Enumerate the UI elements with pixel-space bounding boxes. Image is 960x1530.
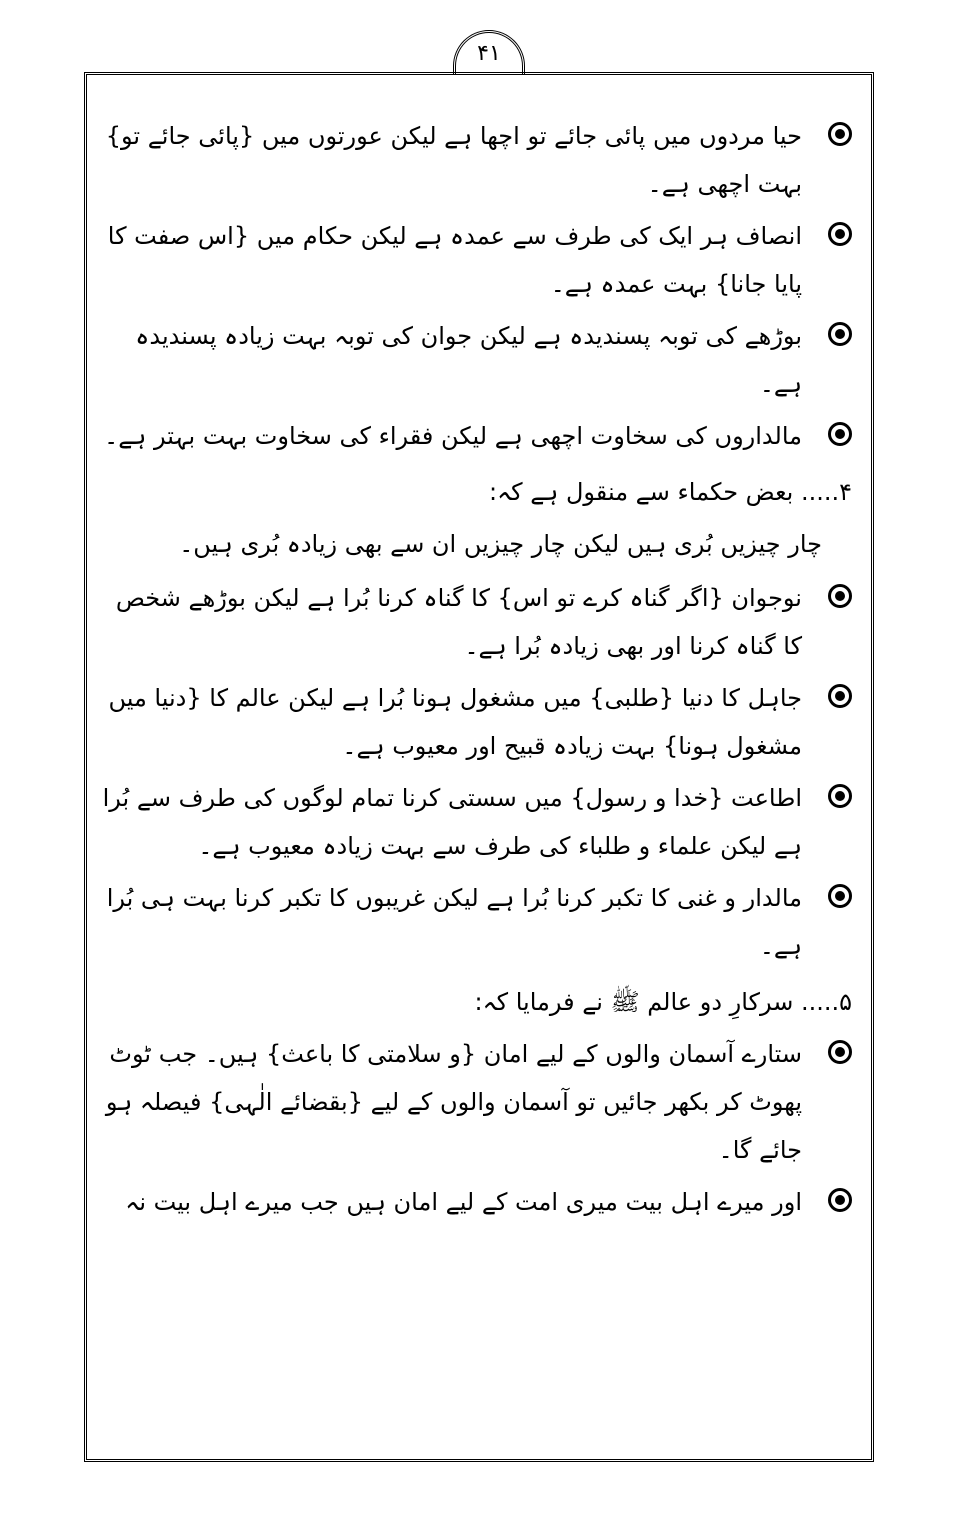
page-body (100, 112, 860, 1230)
bullet-icon (828, 1188, 852, 1212)
list-item-text: مالدار و غنی کا تکبر کرنا بُرا ہے لیکن غریبوں کا تکبر کرنا بہت ہی بُرا ہے۔ (106, 884, 802, 960)
list-item (100, 774, 860, 870)
page-number: ۴۱ (477, 41, 501, 66)
section-heading-5: ۵..... سرکارِ دو عالم ﷺ نے فرمایا کہ: (474, 988, 852, 1016)
section-intro-4: چار چیزیں بُری ہیں لیکن چار چیزیں ان سے بھی زیادہ بُری ہیں۔ (179, 530, 822, 558)
bullet-icon (828, 884, 852, 908)
section-heading-4: ۴..... بعض حکماء سے منقول ہے کہ: (489, 478, 852, 506)
list-item-text: مالداروں کی سخاوت اچھی ہے لیکن فقراء کی سخاوت بہت بہتر ہے۔ (104, 422, 802, 450)
list-item (100, 112, 860, 208)
bullet-icon (828, 122, 852, 146)
page-number-badge (453, 30, 525, 74)
list-item-text: اور میرے اہل بیت میری امت کے لیے امان ہیں جب میرے اہل بیت نہ (125, 1188, 802, 1216)
list-item (100, 1178, 860, 1226)
list-item-text: حیا مردوں میں پائی جائے تو اچھا ہے لیکن عورتوں میں {پائی جائے تو} بہت اچھی ہے۔ (105, 122, 802, 198)
list-item (100, 412, 860, 460)
list-item (100, 674, 860, 770)
bullet-icon (828, 684, 852, 708)
bullet-icon (828, 584, 852, 608)
list-item (100, 574, 860, 670)
list-item (100, 312, 860, 408)
list-item-text: جاہل کا دنیا {طلبی} میں مشغول ہونا بُرا ہے لیکن عالم کا {دنیا میں مشغول ہونا} بہت زیادہ قبیح اور معیوب ہے۔ (108, 684, 802, 760)
bullet-icon (828, 422, 852, 446)
list-item-text: بوڑھے کی توبہ پسندیدہ ہے لیکن جوان کی توبہ بہت زیادہ پسندیدہ ہے۔ (135, 322, 802, 398)
list-item-text: اطاعت {خدا و رسول} میں سستی کرنا تمام لوگوں کی طرف سے بُرا ہے لیکن علماء و طلباء کی طرف سے بہت زیادہ معیوب ہے۔ (102, 784, 802, 860)
bullet-icon (828, 322, 852, 346)
bullet-icon (828, 1040, 852, 1064)
list-item-text: ستارے آسمان والوں کے لیے امان {و سلامتی کا باعث} ہیں۔ جب ٹوٹ پھوٹ کر بکھر جائیں تو آسمان والوں کے لیے {بقضائے الٰہی} فیصلہ ہو جائے گا۔ (105, 1040, 802, 1164)
list-item (100, 1030, 860, 1174)
list-item-text: نوجوان {اگر گناہ کرے تو اس} کا گناہ کرنا بُرا ہے لیکن بوڑھے شخص کا گناہ کرنا اور بھی زیادہ بُرا ہے۔ (115, 584, 802, 660)
list-item (100, 212, 860, 308)
bullet-icon (828, 222, 852, 246)
bullet-icon (828, 784, 852, 808)
list-item (100, 874, 860, 970)
list-item-text: انصاف ہر ایک کی طرف سے عمدہ ہے لیکن حکام میں {اس صفت کا پایا جانا} بہت عمدہ ہے۔ (107, 222, 802, 298)
